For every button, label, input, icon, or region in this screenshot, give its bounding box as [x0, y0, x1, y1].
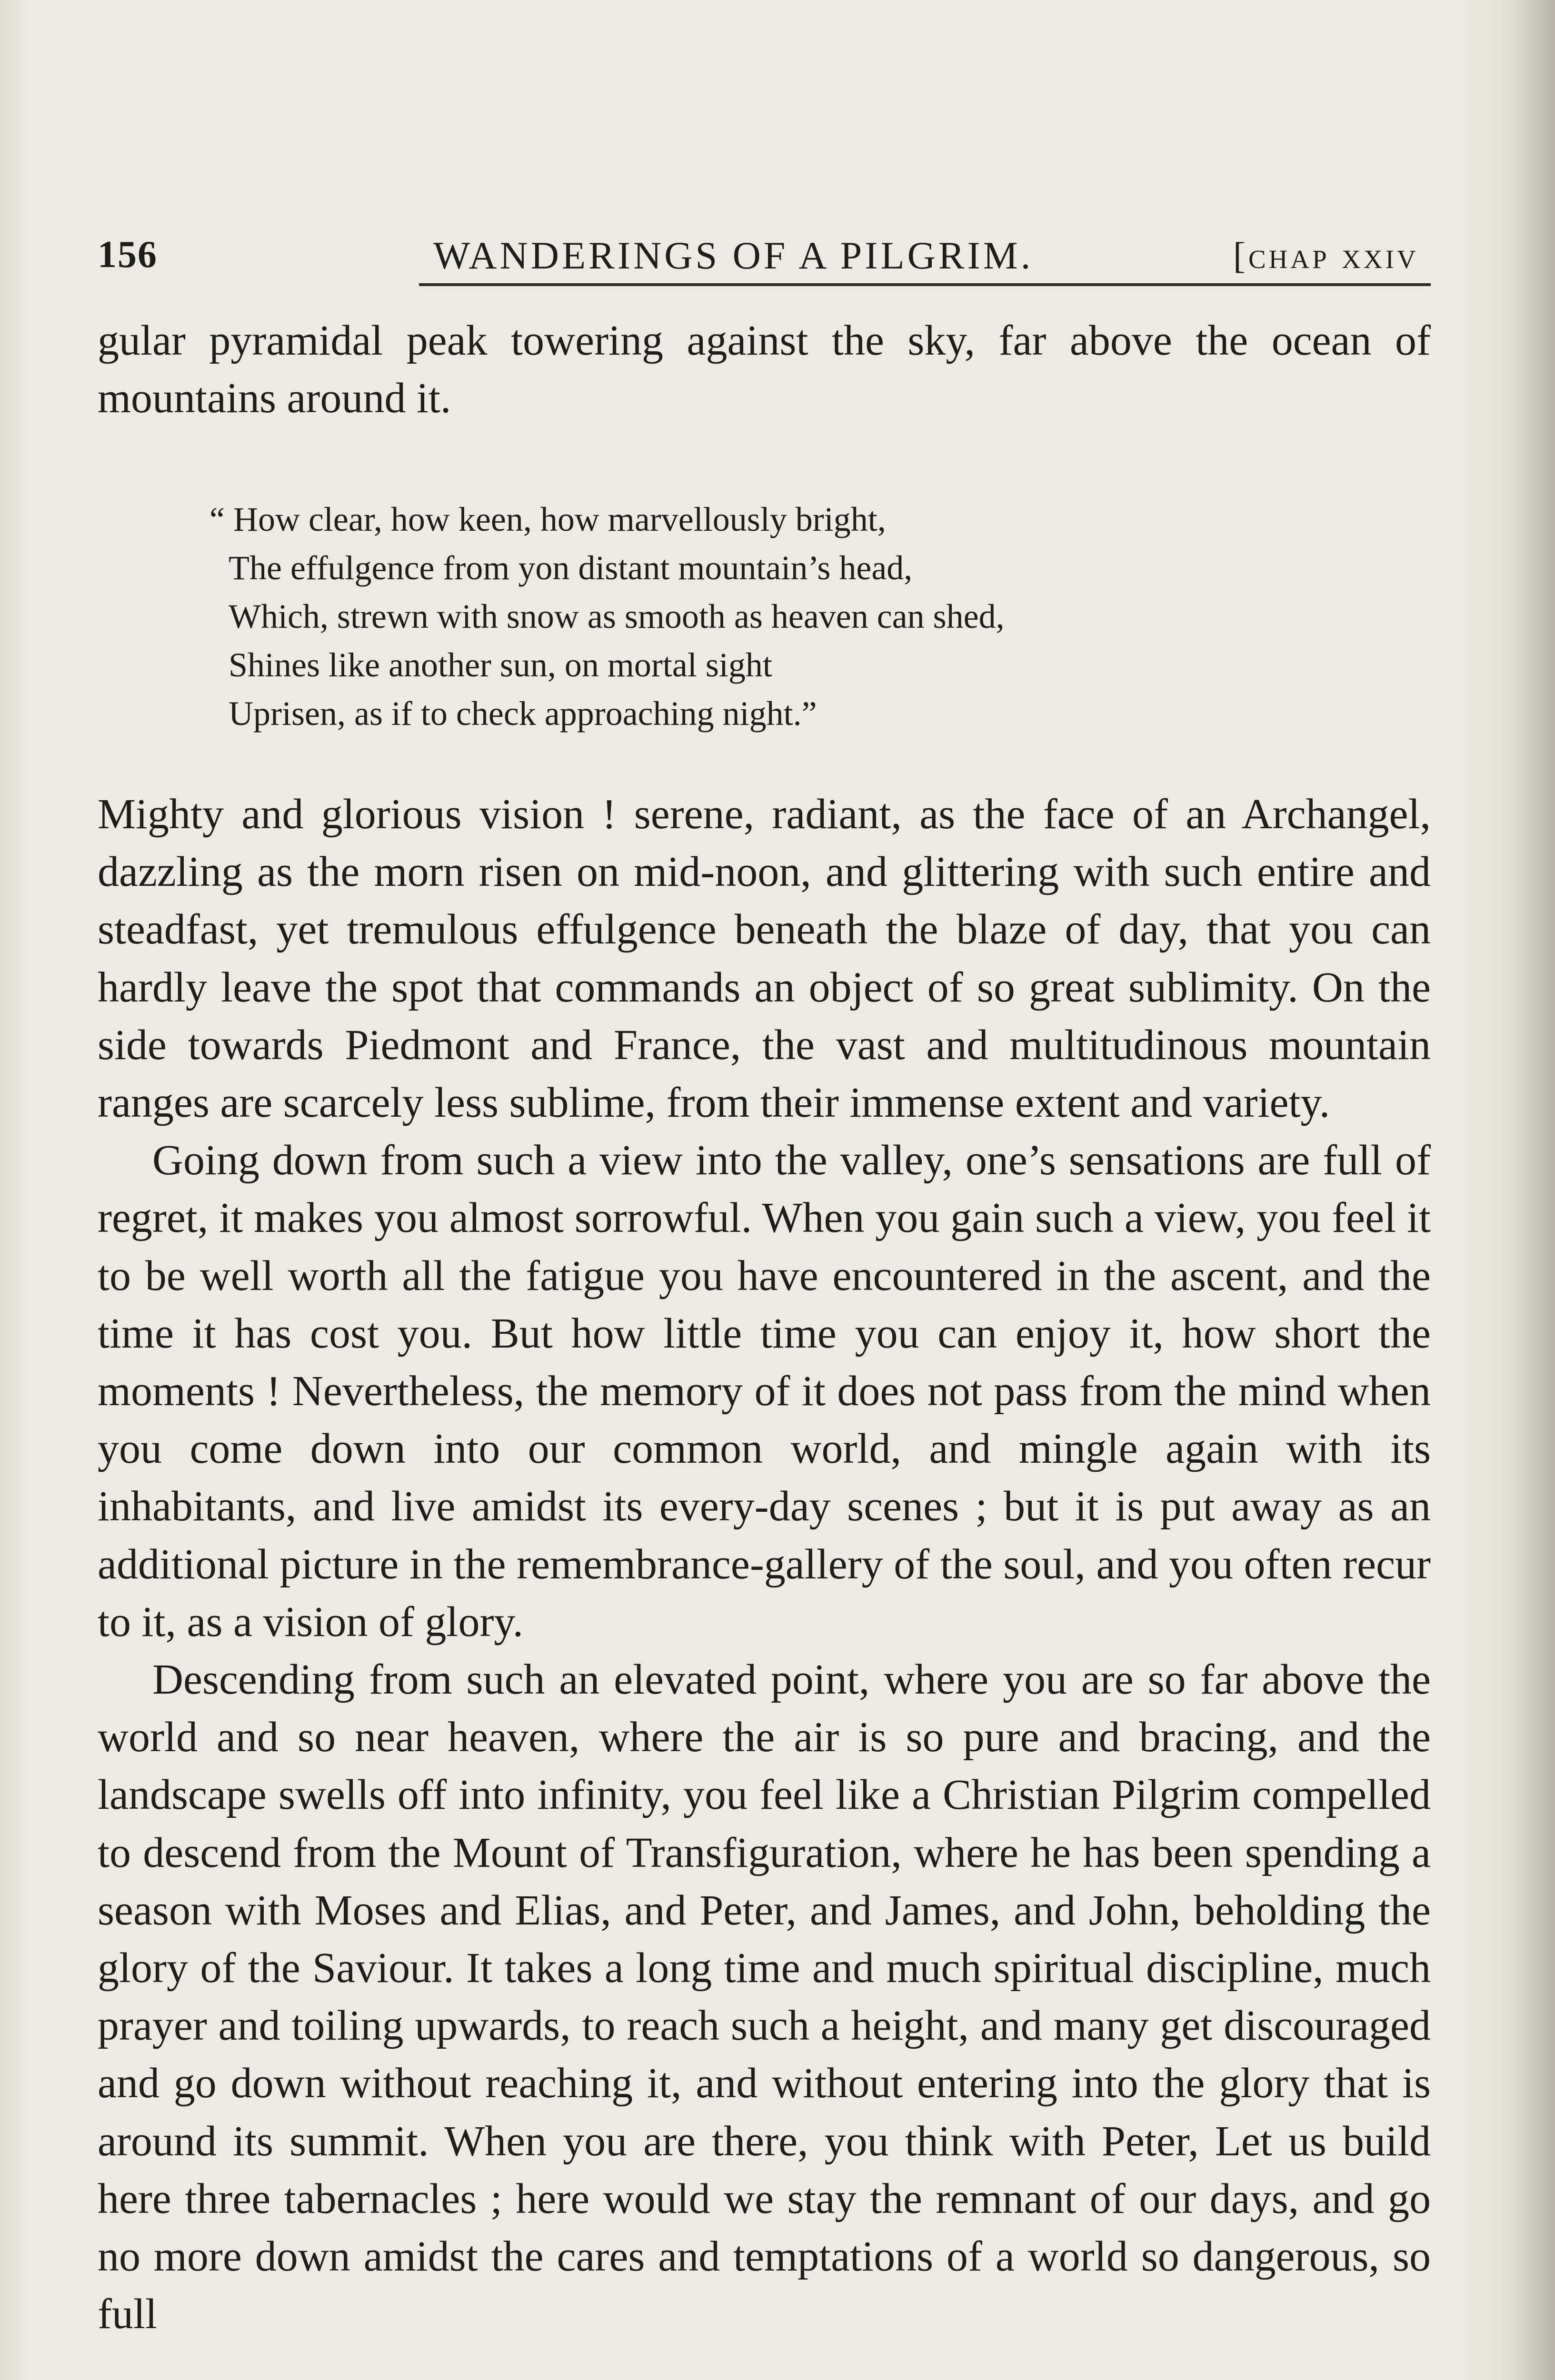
poem-line: Uprisen, as if to check approaching night.” — [229, 694, 817, 733]
header-rule — [419, 283, 1431, 286]
paragraph-going-down: Going down from such a view into the valley, one’s sensations are full of regret, it makes you almost sorrowful. When you gain such a view, you feel it to be well worth all the fatigue you have encountered in the ascent, and the time it has cost you. But how little time you can enjoy it, how short the moments ! Nevertheless, the memory of it does not pass from the mind when you come down into our common world, and mingle again with its inhabitants, and live amidst its every-day scenes ; but it is put away as an additional picture in the remembrance-gallery of the soul, and you often recur to it, as a vision of glory. — [98, 1137, 1431, 1646]
body-text — [98, 785, 1431, 2343]
chapter-reference: [chap xxiv — [1233, 235, 1419, 276]
poem-line: Shines like another sun, on mortal sight — [229, 646, 772, 684]
page-number: 156 — [98, 234, 158, 276]
paragraph-vision: Mighty and glorious vision ! serene, radiant, as the face of an Archangel, dazzling as the morn risen on mid-noon, and glittering with such entire and steadfast, yet tremulous effulgence beneath the blaze of day, that you can hardly leave the spot that commands an object of so great sublimity. On the side towards Piedmont and France, the vast and multitudinous mountain ranges are scarcely less sublime, from their immense extent and variety. — [98, 791, 1431, 1127]
running-title: WANDERINGS OF A PILGRIM. — [433, 234, 1034, 277]
page-header — [98, 224, 1431, 281]
poem-quotation — [209, 495, 1324, 738]
opening-paragraph: gular pyramidal peak towering against the sky, far above the ocean of mountains around it. — [98, 317, 1431, 422]
paragraph-descending: Descending from such an elevated point, where you are so far above the world and so near heaven, where the air is so pure and bracing, and the landscape swells off into infinity, you feel like a Christian Pilgrim compelled to descend from the Mount of Transfiguration, where he has been spending a season with Moses and Elias, and Peter, and James, and John, beholding the glory of the Saviour. It takes a long time and much spiritual discipline, much prayer and toiling upwards, to reach such a height, and many get discouraged and go down without reaching it, and without entering into the glory that is around its summit. When you are there, you think with Peter, Let us build here three tabernacles ; here would we stay the remnant of our days, and go no more down amidst the cares and temptations of a world so dangerous, so full — [98, 1656, 1431, 2338]
poem-line: Which, strewn with snow as smooth as heaven can shed, — [229, 597, 1005, 635]
poem-line: “ How clear, how keen, how marvellously bright, — [209, 500, 886, 538]
opening-text — [98, 312, 1431, 427]
poem-line: The effulgence from yon distant mountain’s head, — [229, 549, 913, 587]
